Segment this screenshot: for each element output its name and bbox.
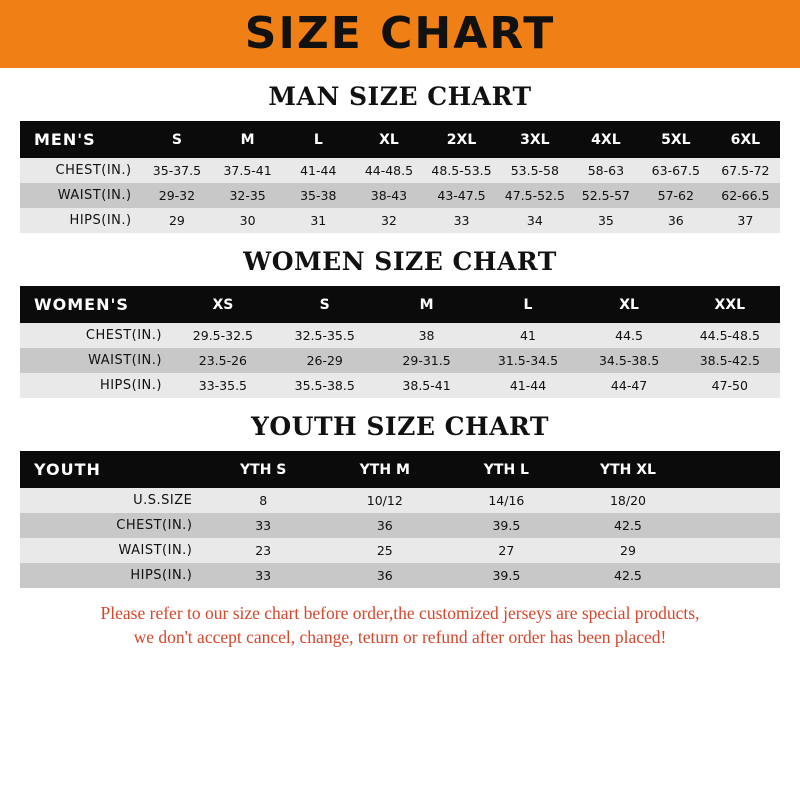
- women-col-xs: XS: [172, 286, 274, 323]
- table-row: [20, 513, 780, 538]
- footnote: [20, 602, 780, 649]
- youth-hips-l: 39.5: [446, 563, 568, 588]
- youth-row-label-waist: WAIST(IN.): [20, 538, 202, 563]
- men-chest-l: 41-44: [283, 158, 354, 183]
- table-row: [20, 183, 780, 208]
- youth-hips-xl: 42.5: [567, 563, 689, 588]
- men-hips-m: 30: [212, 208, 283, 233]
- men-size-table: [20, 121, 780, 233]
- page-title: SIZE CHART: [244, 8, 556, 59]
- men-chest-3xl: 53.5-58: [499, 158, 571, 183]
- men-chest-6xl: 67.5-72: [711, 158, 780, 183]
- men-row-label-hips: HIPS(IN.): [20, 208, 142, 233]
- footnote-line-1: Please refer to our size chart before order,the customized jerseys are special products,: [100, 603, 700, 623]
- section-title-men: MAN SIZE CHART: [268, 82, 532, 111]
- section-youth: [20, 412, 780, 588]
- table-row: [20, 538, 780, 563]
- men-hips-2xl: 33: [424, 208, 498, 233]
- table-header-row: [20, 121, 780, 158]
- women-chest-s: 32.5-35.5: [274, 323, 376, 348]
- women-hips-xxl: 47-50: [680, 373, 780, 398]
- table-row: [20, 563, 780, 588]
- men-row-label-waist: WAIST(IN.): [20, 183, 142, 208]
- women-chest-xs: 29.5-32.5: [172, 323, 274, 348]
- men-chest-2xl: 48.5-53.5: [424, 158, 498, 183]
- youth-col-yth-s: YTH S: [202, 451, 324, 488]
- men-waist-4xl: 52.5-57: [571, 183, 641, 208]
- youth-us-size-spacer: [689, 488, 780, 513]
- men-row-label-chest: CHEST(IN.): [20, 158, 142, 183]
- youth-chest-l: 39.5: [446, 513, 568, 538]
- men-hips-5xl: 36: [641, 208, 711, 233]
- men-col-4xl: 4XL: [571, 121, 641, 158]
- youth-waist-xl: 29: [567, 538, 689, 563]
- youth-waist-l: 27: [446, 538, 568, 563]
- men-chest-s: 35-37.5: [142, 158, 213, 183]
- men-chest-5xl: 63-67.5: [641, 158, 711, 183]
- youth-hips-m: 36: [324, 563, 446, 588]
- men-waist-3xl: 47.5-52.5: [499, 183, 571, 208]
- women-chest-l: 41: [477, 323, 578, 348]
- women-waist-xl: 34.5-38.5: [579, 348, 680, 373]
- footnote-line-2: we don't accept cancel, change, teturn or refund after order has been placed!: [133, 626, 667, 647]
- men-hips-3xl: 34: [499, 208, 571, 233]
- table-header-row: [20, 286, 780, 323]
- section-title-youth: YOUTH SIZE CHART: [251, 412, 549, 441]
- men-col-m: M: [212, 121, 283, 158]
- youth-size-table: [20, 451, 780, 588]
- table-row: [20, 348, 780, 373]
- men-waist-2xl: 43-47.5: [424, 183, 498, 208]
- women-row-label-waist: WAIST(IN.): [20, 348, 172, 373]
- youth-hips-spacer: [689, 563, 780, 588]
- women-waist-xxl: 38.5-42.5: [680, 348, 780, 373]
- women-col-xxl: XXL: [680, 286, 780, 323]
- women-table-body: [20, 323, 780, 398]
- banner: [0, 0, 800, 68]
- men-chest-xl: 44-48.5: [354, 158, 425, 183]
- men-hips-6xl: 37: [711, 208, 780, 233]
- women-waist-l: 31.5-34.5: [477, 348, 578, 373]
- women-hips-xs: 33-35.5: [172, 373, 274, 398]
- youth-table-header: [20, 451, 780, 488]
- youth-col-spacer: [689, 451, 780, 488]
- men-hips-l: 31: [283, 208, 354, 233]
- section-men: [20, 82, 780, 233]
- women-chest-xxl: 44.5-48.5: [680, 323, 780, 348]
- women-waist-s: 26-29: [274, 348, 376, 373]
- men-waist-5xl: 57-62: [641, 183, 711, 208]
- men-waist-m: 32-35: [212, 183, 283, 208]
- table-header-row: [20, 451, 780, 488]
- women-hips-xl: 44-47: [579, 373, 680, 398]
- women-hips-m: 38.5-41: [376, 373, 478, 398]
- women-col-s: S: [274, 286, 376, 323]
- men-waist-xl: 38-43: [354, 183, 425, 208]
- table-row: [20, 158, 780, 183]
- men-col-6xl: 6XL: [711, 121, 780, 158]
- men-table-body: [20, 158, 780, 233]
- women-waist-xs: 23.5-26: [172, 348, 274, 373]
- women-hips-l: 41-44: [477, 373, 578, 398]
- table-row: [20, 488, 780, 513]
- women-row-label-header: WOMEN'S: [20, 286, 172, 323]
- women-size-table: [20, 286, 780, 398]
- men-hips-4xl: 35: [571, 208, 641, 233]
- youth-row-label-us-size: U.S.SIZE: [20, 488, 202, 513]
- women-col-l: L: [477, 286, 578, 323]
- youth-row-label-chest: CHEST(IN.): [20, 513, 202, 538]
- men-col-l: L: [283, 121, 354, 158]
- youth-us-size-xl: 18/20: [567, 488, 689, 513]
- men-hips-xl: 32: [354, 208, 425, 233]
- table-row: [20, 323, 780, 348]
- youth-us-size-m: 10/12: [324, 488, 446, 513]
- table-row: [20, 208, 780, 233]
- youth-col-yth-l: YTH L: [446, 451, 568, 488]
- youth-chest-spacer: [689, 513, 780, 538]
- youth-us-size-s: 8: [202, 488, 324, 513]
- youth-row-label-hips: HIPS(IN.): [20, 563, 202, 588]
- youth-waist-m: 25: [324, 538, 446, 563]
- women-chest-m: 38: [376, 323, 478, 348]
- women-table-header: [20, 286, 780, 323]
- men-chest-4xl: 58-63: [571, 158, 641, 183]
- women-hips-s: 35.5-38.5: [274, 373, 376, 398]
- youth-chest-m: 36: [324, 513, 446, 538]
- youth-row-label-header: YOUTH: [20, 451, 202, 488]
- section-women: [20, 247, 780, 398]
- youth-waist-s: 23: [202, 538, 324, 563]
- men-col-3xl: 3XL: [499, 121, 571, 158]
- youth-chest-s: 33: [202, 513, 324, 538]
- men-waist-l: 35-38: [283, 183, 354, 208]
- women-col-m: M: [376, 286, 478, 323]
- youth-us-size-l: 14/16: [446, 488, 568, 513]
- men-table-header: [20, 121, 780, 158]
- women-col-xl: XL: [579, 286, 680, 323]
- youth-waist-spacer: [689, 538, 780, 563]
- youth-table-body: [20, 488, 780, 588]
- men-row-label-header: MEN'S: [20, 121, 142, 158]
- men-waist-6xl: 62-66.5: [711, 183, 780, 208]
- men-hips-s: 29: [142, 208, 213, 233]
- youth-hips-s: 33: [202, 563, 324, 588]
- women-row-label-hips: HIPS(IN.): [20, 373, 172, 398]
- women-waist-m: 29-31.5: [376, 348, 478, 373]
- women-row-label-chest: CHEST(IN.): [20, 323, 172, 348]
- men-col-xl: XL: [354, 121, 425, 158]
- men-col-2xl: 2XL: [424, 121, 498, 158]
- section-title-women: WOMEN SIZE CHART: [243, 247, 557, 276]
- table-row: [20, 373, 780, 398]
- men-col-5xl: 5XL: [641, 121, 711, 158]
- men-chest-m: 37.5-41: [212, 158, 283, 183]
- content: [0, 82, 800, 649]
- youth-col-yth-m: YTH M: [324, 451, 446, 488]
- men-waist-s: 29-32: [142, 183, 213, 208]
- youth-col-yth-xl: YTH XL: [567, 451, 689, 488]
- youth-chest-xl: 42.5: [567, 513, 689, 538]
- men-col-s: S: [142, 121, 213, 158]
- women-chest-xl: 44.5: [579, 323, 680, 348]
